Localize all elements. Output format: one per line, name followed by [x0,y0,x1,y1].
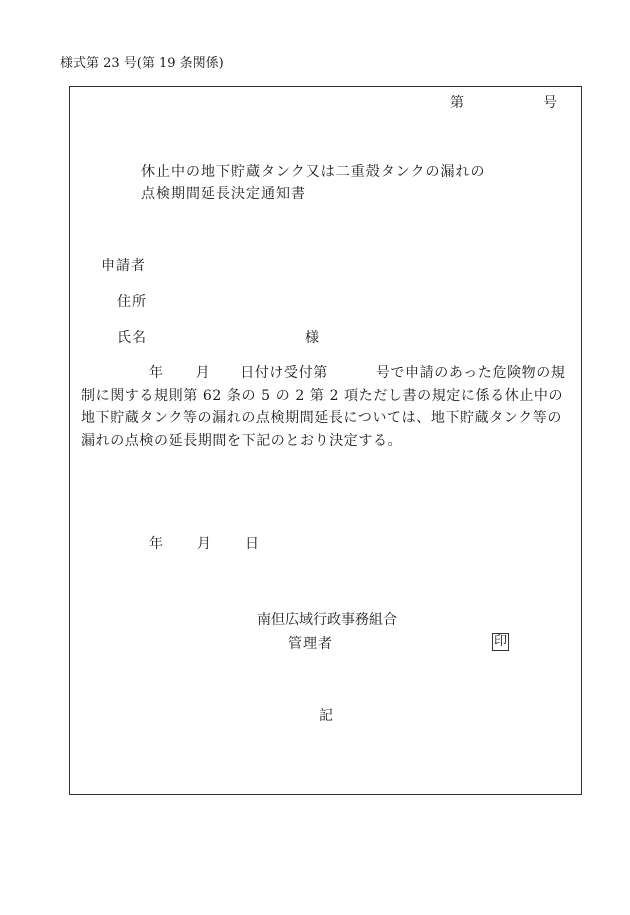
body-main-text: 号で申請のあった危険物の規制に関する規則第 62 条の 5 の 2 第 2 項ただし書の規定に係る休止中の地下貯蔵タンク等の漏れの点検期間延長については、地下貯蔵タンク等の漏れの点検の延長期間を下記のとおり決定する。 [81,365,566,449]
note-heading: 記 [319,708,333,724]
body-date-year: 年 [149,365,164,381]
address-label: 住所 [117,294,147,310]
issue-date-month: 月 [197,536,211,552]
issuer-title: 管理者 [288,636,333,652]
notice-body-paragraph [81,362,576,452]
seal-mark: 印 [494,634,508,649]
doc-number-prefix: 第 [450,95,464,111]
body-date-received: 日付け受付第 [240,365,328,381]
honorific-sama: 様 [305,330,319,346]
title-line-2: 点検期間延長決定通知書 [141,186,306,202]
applicant-heading: 申請者 [101,258,146,274]
body-date-month: 月 [195,365,211,381]
issuer-organization: 南但広域行政事務組合 [257,612,397,628]
title-line-1: 休止中の地下貯蔵タンク又は二重殻タンクの漏れの [141,164,486,180]
doc-number-suffix: 号 [543,95,557,111]
issue-date-year: 年 [149,536,163,552]
form-number-label: 様式第 23 号(第 19 条関係) [60,56,224,71]
issue-date-day: 日 [245,536,259,552]
name-label: 氏名 [117,330,147,346]
